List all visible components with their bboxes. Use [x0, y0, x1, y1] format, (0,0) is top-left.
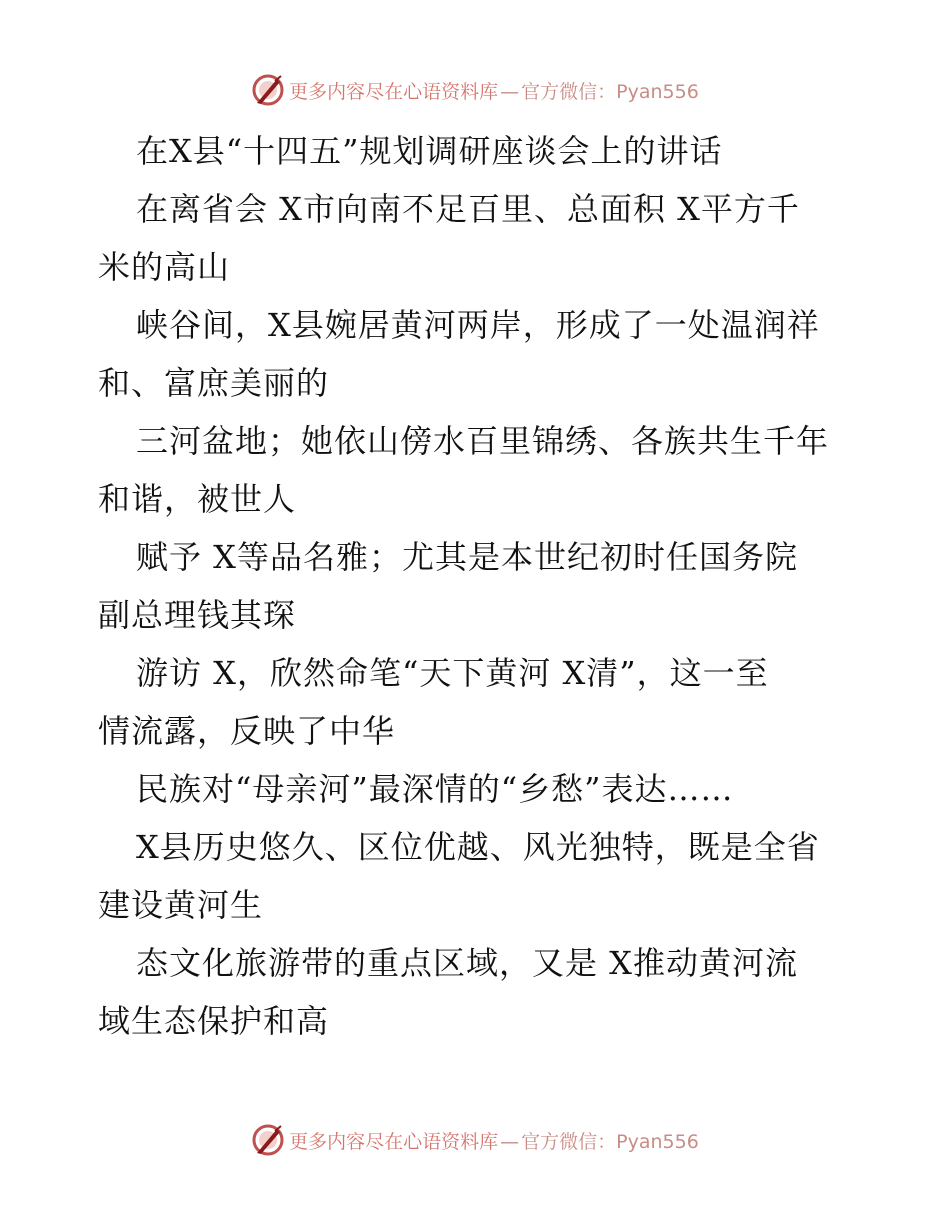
- text-line: 三河盆地；她依山傍水百里锦绣、各族共生千年: [136, 422, 830, 460]
- footer-watermark: [0, 1120, 950, 1160]
- document-title: 在X县“十四五”规划调研座谈会上的讲话: [136, 132, 723, 170]
- text-line: 游访 X，欣然命笔“天下黄河 X清”，这一至: [136, 654, 769, 692]
- text-line: 和、富庶美丽的: [98, 364, 330, 402]
- watermark-contact: 官方微信：Pyan556: [521, 80, 699, 103]
- watermark-dash: —: [500, 80, 520, 103]
- watermark-text: [289, 77, 699, 104]
- quill-seal-logo-icon: [251, 1123, 285, 1157]
- watermark-brand: 更多内容尽在心语资料库: [289, 1130, 499, 1153]
- quill-seal-logo-icon: [251, 73, 285, 107]
- text-line: 在离省会 X市向南不足百里、总面积 X平方千: [136, 190, 800, 228]
- document-body: [98, 122, 858, 1050]
- text-line: 和谐，被世人: [98, 480, 297, 518]
- text-line: 副总理钱其琛: [98, 596, 297, 634]
- watermark-dash: —: [500, 1130, 520, 1153]
- text-line: X县历史悠久、区位优越、风光独特，既是全省: [136, 828, 820, 866]
- watermark-text: [289, 1127, 699, 1154]
- text-line: 赋予 X等品名雅；尤其是本世纪初时任国务院: [136, 538, 798, 576]
- text-line: 建设黄河生: [98, 886, 264, 924]
- text-line: 域生态保护和高: [98, 1002, 330, 1040]
- header-watermark: [0, 70, 950, 110]
- watermark-contact: 官方微信：Pyan556: [521, 1130, 699, 1153]
- text-line: 米的高山: [98, 248, 231, 286]
- text-line: 态文化旅游带的重点区域，又是 X推动黄河流: [136, 944, 798, 982]
- watermark-brand: 更多内容尽在心语资料库: [289, 80, 499, 103]
- text-line: 民族对“母亲河”最深情的“乡愁”表达……: [136, 770, 734, 808]
- text-line: 情流露，反映了中华: [98, 712, 396, 750]
- text-line: 峡谷间，X县婉居黄河两岸，形成了一处温润祥: [136, 306, 820, 344]
